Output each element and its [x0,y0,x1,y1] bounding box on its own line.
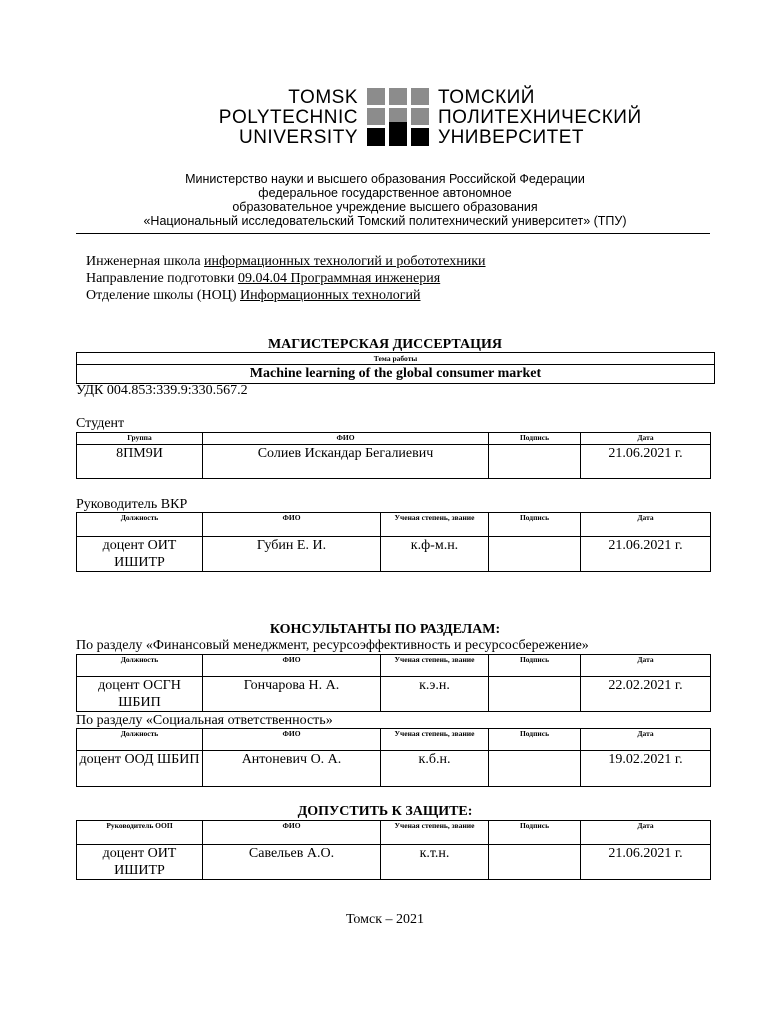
table-row [77,751,711,787]
logo-en-line: POLYTECHNIC [218,107,358,128]
direction-line: Направление подготовки 09.04.04 Программная инженерия [86,271,441,286]
column-header: Дата [581,655,711,677]
column-header: Должность [77,513,203,537]
table-header-row [77,433,711,445]
signature-cell [489,445,581,479]
admit-heading: ДОПУСТИТЬ К ЗАЩИТЕ: [297,804,473,819]
logo-text-ru [438,88,642,148]
column-header: Должность [77,729,203,751]
thesis-heading: МАГИСТЕРСКАЯ ДИССЕРТАЦИЯ [267,337,503,352]
udk-code: УДК 004.853:339.9:330.567.2 [76,383,248,398]
logo-en-line: TOMSK [288,87,358,108]
column-header: Подпись [489,729,581,751]
logo-ru-line: УНИВЕРСИТЕТ [438,127,585,148]
name-cell: Савельев А.О. [203,845,381,880]
degree-cell: к.ф-м.н. [381,537,489,572]
column-header: Группа [77,433,203,445]
tpu-logo-mark-icon [367,88,429,146]
position-cell: доцент ОИТ ИШИТР [77,845,203,880]
table-row [77,537,711,572]
column-header: Ученая степень, звание [381,513,489,537]
column-header: ФИО [203,433,489,445]
topic-caption: Тема работы [77,353,714,365]
degree-cell: к.б.н. [381,751,489,787]
supervisor-label: Руководитель ВКР [76,497,188,512]
column-header: ФИО [203,821,381,845]
logo-en-line: UNIVERSITY [238,127,358,148]
logo-text-en [219,88,358,148]
date-cell: 22.02.2021 г. [581,677,711,712]
table-header-row [77,821,711,845]
date-cell: 21.06.2021 г. [581,537,711,572]
student-name: Солиев Искандар Бегалиевич [203,445,489,479]
department-value: Информационных технологий [240,288,421,303]
date-cell: 21.06.2021 г. [581,445,711,479]
logo-ru-line: ТОМСКИЙ [438,87,535,108]
student-table [76,432,711,479]
column-header: Дата [581,433,711,445]
table-row [77,445,711,479]
signature-cell [489,537,581,572]
degree-cell: к.э.н. [381,677,489,712]
column-header: Дата [581,821,711,845]
consultants-heading: КОНСУЛЬТАНТЫ ПО РАЗДЕЛАМ: [269,622,501,637]
topic-title: Machine learning of the global consumer market [249,366,542,381]
position-cell: доцент ООД ШБИП [77,751,203,787]
ministry-header [0,172,770,228]
direction-value: 09.04.04 Программная инженерия [237,271,441,286]
section2-label: По разделу «Социальная ответственность» [76,713,333,728]
column-header: Должность [77,655,203,677]
table-row [77,677,711,712]
signature-cell [489,677,581,712]
consultant2-table [76,728,711,787]
position-cell: доцент ОИТ ИШИТР [77,537,203,572]
school-value: информационных технологий и робототехники [204,254,486,269]
column-header: Подпись [489,433,581,445]
column-header: Ученая степень, звание [381,655,489,677]
table-header-row [77,513,711,537]
consultant1-table [76,654,711,712]
table-row [77,845,711,880]
date-cell: 21.06.2021 г. [581,845,711,880]
school-line: Инженерная школа информационных технологий и робототехники [86,254,486,269]
supervisor-table [76,512,711,572]
university-logo [0,88,770,148]
student-group: 8ПМ9И [77,445,203,479]
column-header: ФИО [203,655,381,677]
ministry-line: федеральное государственное автономное [258,186,512,200]
name-cell: Антоневич О. А. [203,751,381,787]
school-info [86,253,486,304]
column-header: Ученая степень, звание [381,729,489,751]
column-header: Ученая степень, звание [381,821,489,845]
signature-cell [489,845,581,880]
header-divider [76,233,710,234]
name-cell: Губин Е. И. [203,537,381,572]
degree-cell: к.т.н. [381,845,489,880]
logo-ru-line: ПОЛИТЕХНИЧЕСКИЙ [438,107,642,128]
column-header: Руководитель ООП [77,821,203,845]
column-header: Подпись [489,821,581,845]
column-header: ФИО [203,513,381,537]
table-header-row [77,655,711,677]
column-header: Дата [581,729,711,751]
name-cell: Гончарова Н. А. [203,677,381,712]
topic-box [76,352,715,384]
position-cell: доцент ОСГН ШБИП [77,677,203,712]
student-label: Студент [76,416,125,431]
admit-table [76,820,711,880]
column-header: Подпись [489,655,581,677]
signature-cell [489,751,581,787]
footer-city-year: Томск – 2021 [345,912,425,927]
department-line: Отделение школы (НОЦ) Информационных технологий [86,288,421,303]
date-cell: 19.02.2021 г. [581,751,711,787]
column-header: Дата [581,513,711,537]
ministry-line: Министерство науки и высшего образования Российской Федерации [185,172,585,186]
ministry-line: «Национальный исследовательский Томский политехнический университет» (ТПУ) [143,214,627,228]
table-header-row [77,729,711,751]
ministry-line: образовательное учреждение высшего образования [232,200,538,214]
section1-label: По разделу «Финансовый менеджмент, ресурсоэффективность и ресурсосбережение» [76,638,589,653]
column-header: Подпись [489,513,581,537]
column-header: ФИО [203,729,381,751]
